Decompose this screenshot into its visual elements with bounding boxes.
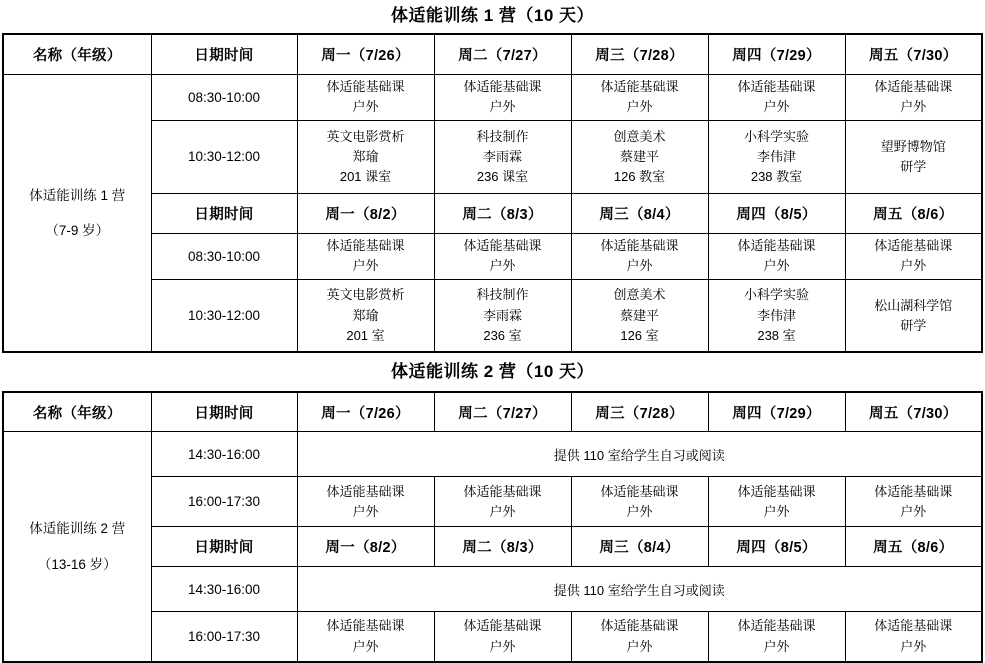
course-cell <box>434 120 571 193</box>
cell-line: 户外 <box>489 503 516 519</box>
time-cell: 16:00-17:30 <box>151 612 297 662</box>
day-header-cell: 周二（7/27） <box>434 34 571 74</box>
day-header-cell: 周四（8/5） <box>708 193 845 233</box>
merged-note-cell: 提供 110 室给学生自习或阅读 <box>297 432 982 477</box>
cell-line: 户外 <box>626 503 653 519</box>
cell-line: 李伟津 <box>756 148 796 164</box>
date-time-header-cell: 日期时间 <box>151 193 297 233</box>
day-header-cell: 周三（8/4） <box>571 193 708 233</box>
camp-label-line: （13-16 岁） <box>37 556 117 572</box>
cell-line: 体适能基础课 <box>326 483 405 499</box>
course-cell <box>845 477 982 527</box>
day-header-cell: 周四（8/5） <box>708 527 845 567</box>
course-cell <box>434 233 571 279</box>
cell-line: 126 室 <box>620 327 659 343</box>
table-header-row <box>3 34 982 74</box>
course-cell <box>434 74 571 120</box>
day-header-cell: 周四（7/29） <box>708 392 845 432</box>
cell-line: 126 教室 <box>613 168 666 184</box>
corner-header-cell: 名称（年级） <box>3 34 151 74</box>
cell-line: 户外 <box>489 638 516 654</box>
camp-label-line: 体适能训练 2 营 <box>29 521 126 537</box>
cell-line: 户外 <box>626 638 653 654</box>
cell-line: 体适能基础课 <box>737 238 816 254</box>
course-cell <box>434 477 571 527</box>
cell-line: 体适能基础课 <box>463 79 542 95</box>
schedule-table-2 <box>2 391 983 663</box>
cell-line: 体适能基础课 <box>874 483 953 499</box>
cell-line: 蔡建平 <box>619 148 659 164</box>
cell-line: 李雨霖 <box>482 307 522 323</box>
time-cell: 16:00-17:30 <box>151 477 297 527</box>
day-header-cell: 周五（8/6） <box>845 527 982 567</box>
time-cell: 08:30-10:00 <box>151 233 297 279</box>
table-header-row <box>3 392 982 432</box>
cell-line: 体适能基础课 <box>600 79 679 95</box>
cell-line: 体适能基础课 <box>874 238 953 254</box>
course-cell <box>845 233 982 279</box>
merged-note-cell: 提供 110 室给学生自习或阅读 <box>297 567 982 612</box>
cell-line: 体适能基础课 <box>463 238 542 254</box>
cell-line: 体适能基础课 <box>326 79 405 95</box>
cell-line: 望野博物馆 <box>880 138 946 154</box>
course-cell <box>297 233 434 279</box>
camp-label-line: 体适能训练 1 营 <box>29 188 126 204</box>
cell-line: 蔡建平 <box>619 307 659 323</box>
cell-line: 户外 <box>352 503 379 519</box>
cell-line: 户外 <box>626 99 653 115</box>
cell-line: 201 课室 <box>339 168 392 184</box>
cell-line: 小科学实验 <box>743 128 809 144</box>
course-cell <box>297 612 434 662</box>
cell-line: 236 室 <box>483 327 522 343</box>
time-cell: 08:30-10:00 <box>151 74 297 120</box>
course-cell <box>571 612 708 662</box>
time-cell: 14:30-16:00 <box>151 432 297 477</box>
course-cell <box>845 120 982 193</box>
cell-line: 创意美术 <box>613 287 666 303</box>
day-header-cell: 周二（8/3） <box>434 527 571 567</box>
cell-line: 英文电影赏析 <box>326 128 405 144</box>
course-cell <box>708 612 845 662</box>
course-cell <box>845 612 982 662</box>
course-cell <box>845 74 982 120</box>
day-header-cell: 周一（8/2） <box>297 193 434 233</box>
date-time-header-cell: 日期时间 <box>151 34 297 74</box>
course-cell <box>571 477 708 527</box>
camp-label-cell <box>3 74 151 352</box>
course-cell <box>708 477 845 527</box>
cell-line: 体适能基础课 <box>326 238 405 254</box>
course-cell <box>708 74 845 120</box>
cell-line: 科技制作 <box>476 128 529 144</box>
cell-line: 户外 <box>900 638 927 654</box>
course-cell <box>297 279 434 352</box>
course-cell <box>571 279 708 352</box>
course-cell <box>571 233 708 279</box>
cell-line: 户外 <box>763 638 790 654</box>
day-header-cell: 周二（7/27） <box>434 392 571 432</box>
cell-line: 体适能基础课 <box>326 618 405 634</box>
corner-header-cell: 名称（年级） <box>3 392 151 432</box>
course-cell <box>708 233 845 279</box>
time-cell: 10:30-12:00 <box>151 279 297 352</box>
day-header-cell: 周三（7/28） <box>571 392 708 432</box>
cell-line: 户外 <box>352 99 379 115</box>
day-header-cell: 周二（8/3） <box>434 193 571 233</box>
schedule-table-1 <box>2 33 983 353</box>
course-cell <box>434 612 571 662</box>
cell-line: 体适能基础课 <box>600 483 679 499</box>
cell-line: 户外 <box>763 258 790 274</box>
cell-line: 体适能基础课 <box>737 79 816 95</box>
day-header-cell: 周三（8/4） <box>571 527 708 567</box>
cell-line: 户外 <box>626 258 653 274</box>
course-cell <box>571 120 708 193</box>
cell-line: 体适能基础课 <box>874 618 953 634</box>
day-header-cell: 周五（8/6） <box>845 193 982 233</box>
cell-line: 户外 <box>352 638 379 654</box>
cell-line: 李雨霖 <box>482 148 522 164</box>
cell-line: 238 教室 <box>750 168 803 184</box>
day-header-cell: 周五（7/30） <box>845 34 982 74</box>
cell-line: 238 室 <box>757 327 796 343</box>
date-time-header-cell: 日期时间 <box>151 392 297 432</box>
course-cell <box>297 477 434 527</box>
cell-line: 研学 <box>900 158 927 174</box>
course-cell <box>708 279 845 352</box>
day-header-cell: 周五（7/30） <box>845 392 982 432</box>
cell-line: 201 室 <box>346 327 385 343</box>
cell-line: 户外 <box>352 258 379 274</box>
cell-line: 户外 <box>900 99 927 115</box>
cell-line: 体适能基础课 <box>463 618 542 634</box>
cell-line: 郑瑜 <box>352 148 379 164</box>
date-time-header-cell: 日期时间 <box>151 527 297 567</box>
cell-line: 户外 <box>489 258 516 274</box>
course-cell <box>845 279 982 352</box>
course-cell <box>571 74 708 120</box>
cell-line: 236 课室 <box>476 168 529 184</box>
camp1-title: 体适能训练 1 营（10 天） <box>390 6 595 25</box>
camp2-table-container <box>2 391 983 663</box>
cell-line: 体适能基础课 <box>737 483 816 499</box>
cell-line: 创意美术 <box>613 128 666 144</box>
cell-line: 户外 <box>763 99 790 115</box>
cell-line: 户外 <box>763 503 790 519</box>
cell-line: 户外 <box>489 99 516 115</box>
day-header-cell: 周四（7/29） <box>708 34 845 74</box>
course-cell <box>708 120 845 193</box>
cell-line: 郑瑜 <box>352 307 379 323</box>
cell-line: 体适能基础课 <box>463 483 542 499</box>
cell-line: 李伟津 <box>756 307 796 323</box>
cell-line: 研学 <box>900 317 927 333</box>
camp1-table-container <box>2 33 983 353</box>
course-cell <box>297 74 434 120</box>
cell-line: 体适能基础课 <box>600 238 679 254</box>
cell-line: 松山湖科学馆 <box>874 297 953 313</box>
cell-line: 小科学实验 <box>743 287 809 303</box>
day-header-cell: 周三（7/28） <box>571 34 708 74</box>
cell-line: 体适能基础课 <box>874 79 953 95</box>
cell-line: 科技制作 <box>476 287 529 303</box>
cell-line: 体适能基础课 <box>737 618 816 634</box>
day-header-cell: 周一（7/26） <box>297 34 434 74</box>
camp-label-line: （7-9 岁） <box>45 223 110 239</box>
schedule-row <box>3 74 982 120</box>
course-cell <box>434 279 571 352</box>
camp-label-cell <box>3 432 151 662</box>
time-cell: 14:30-16:00 <box>151 567 297 612</box>
course-cell <box>297 120 434 193</box>
schedule-row <box>3 432 982 477</box>
cell-line: 户外 <box>900 503 927 519</box>
cell-line: 户外 <box>900 258 927 274</box>
cell-line: 体适能基础课 <box>600 618 679 634</box>
camp2-title: 体适能训练 2 营（10 天） <box>390 362 595 382</box>
time-cell: 10:30-12:00 <box>151 120 297 193</box>
day-header-cell: 周一（7/26） <box>297 392 434 432</box>
day-header-cell: 周一（8/2） <box>297 527 434 567</box>
cell-line: 英文电影赏析 <box>326 287 405 303</box>
